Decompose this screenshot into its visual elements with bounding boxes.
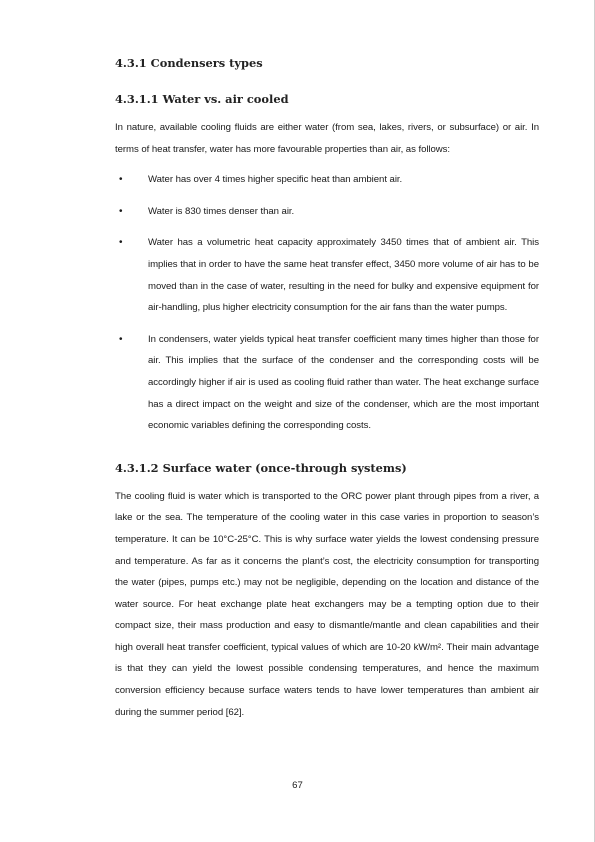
subsection-heading-surface-water: 4.3.1.2 Surface water (once-through systems): [115, 460, 407, 475]
surface-water-paragraph: The cooling fluid is water which is transported to the ORC power plant through pipes from a river, a lake or the sea. The temperature of the cooling water in this case varies in proportion to season’s temperature. It can be 10°C-25°C. This is why surface water yields the lowest condensing pressure and temperature. As far as it concerns the plant’s cost, the electricity consumption for transporting the water (pipes, pumps etc.) may not be negligible, depending on the location and distance of the water source. For heat exchange plate heat exchangers may be a tempting option due to their compact size, their mass production and easy to dismantle/mantle and clean capabilities and their high overall heat transfer coefficient, typical values of which are 10-20 kW/m². Their main advantage is that they can yield the lowest possible condensing temperatures, and hence the maximum conversion efficiency because surface waters tends to have lower temperatures than ambient air during the summer period [62].: [115, 490, 539, 718]
page-content: [115, 56, 539, 723]
list-item: [115, 329, 539, 437]
list-item: [115, 232, 539, 318]
bullet-icon: •: [119, 205, 123, 217]
list-item-text: In condensers, water yields typical heat transfer coefficient many times higher than those for air. This implies that the surface of the condenser and the corresponding costs will be accordingly higher if air is used as cooling fluid rather than water. The heat exchange surface has a direct impact on the weight and size of the condenser, which are the most important economic variables defining the corresponding costs.: [148, 333, 539, 432]
list-item-text: Water has a volumetric heat capacity approximately 3450 times that of ambient air. This implies that in order to have the same heat transfer effect, 3450 more volume of air has to be moved than in the case of water, resulting in the need for bulky and expensive equipment for air-handling, plus higher electricity consumption for the air fans than the water pumps.: [148, 237, 539, 314]
subsection-heading-water-vs-air: 4.3.1.1 Water vs. air cooled: [115, 92, 289, 106]
bullet-icon: •: [119, 174, 123, 186]
intro-paragraph: In nature, available cooling fluids are either water (from sea, lakes, rivers, or subsurface) or air. In terms of heat transfer, water has more favourable properties than air, as follows:: [115, 122, 539, 155]
list-item: [115, 169, 539, 191]
section-heading: 4.3.1 Condensers types: [115, 56, 263, 70]
list-item-text: Water is 830 times denser than air.: [148, 205, 295, 217]
bullet-icon: •: [119, 237, 123, 249]
bullet-icon: •: [119, 333, 123, 345]
list-item: [115, 201, 539, 223]
page-number: 67: [292, 780, 303, 791]
bullet-list: [115, 169, 539, 437]
list-item-text: Water has over 4 times higher specific heat than ambient air.: [148, 174, 403, 186]
